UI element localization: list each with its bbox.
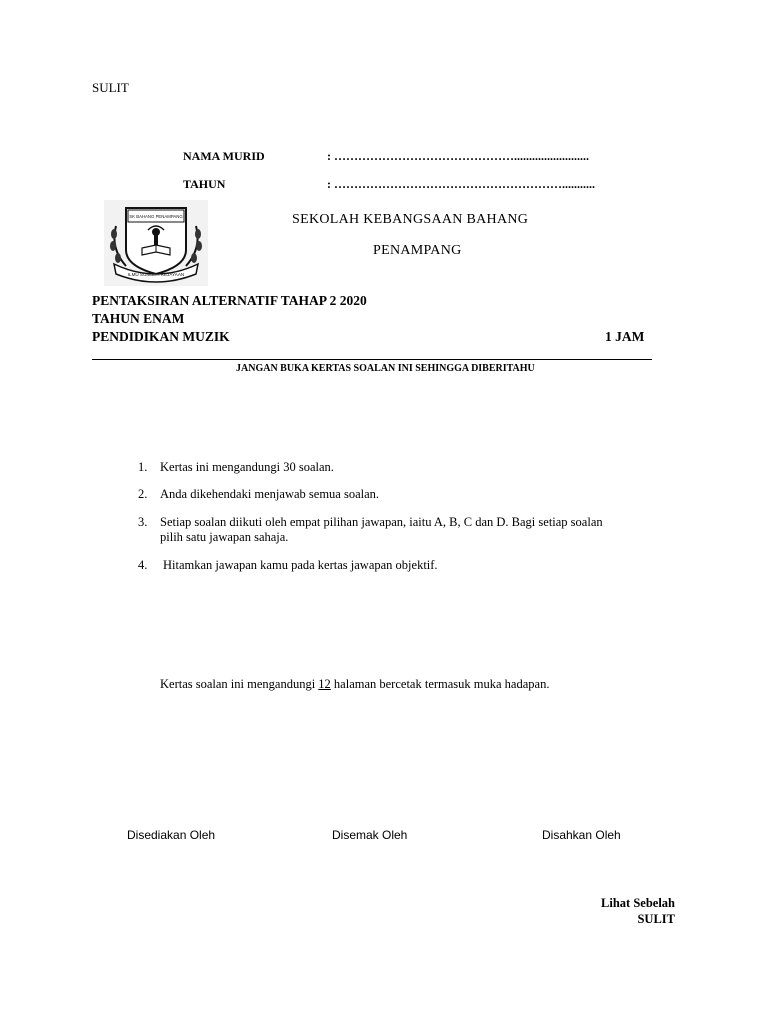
exam-subject: PENDIDIKAN MUZIK <box>92 329 230 344</box>
turn-over-note: Lihat Sebelah <box>601 896 675 910</box>
school-location: PENAMPANG <box>373 243 462 258</box>
page-count-note <box>160 677 549 692</box>
student-year-blank: : …………………………………………………........... <box>327 177 595 191</box>
instruction-number: 2. <box>138 487 148 501</box>
instruction-number: 3. <box>138 515 148 529</box>
exam-duration: 1 JAM <box>605 329 645 344</box>
instruction-text: Hitamkan jawapan kamu pada kertas jawapan objektif. <box>163 558 438 572</box>
exam-year: TAHUN ENAM <box>92 311 185 326</box>
school-name: SEKOLAH KEBANGSAAN BAHANG <box>292 212 529 227</box>
do-not-open-warning: JANGAN BUKA KERTAS SOALAN INI SEHINGGA DIBERITAHU <box>236 363 535 374</box>
page-count-note-before: Kertas soalan ini mengandungi <box>160 677 319 691</box>
instruction-text: Setiap soalan diikuti oleh empat pilihan jawapan, iaitu A, B, C dan D. Bagi setiap soalan <box>160 515 603 529</box>
classification-header: SULIT <box>92 80 129 95</box>
student-name-blank: : ………………………………………......................... <box>327 149 589 163</box>
classification-footer: SULIT <box>637 912 675 926</box>
page-count: 12 <box>318 677 331 691</box>
instruction-number: 1. <box>138 460 148 474</box>
svg-text:ILMU SUMBER KEJAYAAN: ILMU SUMBER KEJAYAAN <box>127 272 185 277</box>
page-count-note-after: halaman bercetak termasuk muka hadapan. <box>330 677 550 691</box>
instruction-text: Kertas ini mengandungi 30 soalan. <box>160 460 334 474</box>
exam-title: PENTAKSIRAN ALTERNATIF TAHAP 2 2020 <box>92 293 367 308</box>
instruction-text-continued: pilih satu jawapan sahaja. <box>160 530 289 544</box>
checked-by-label: Disemak Oleh <box>332 828 408 842</box>
header-divider <box>92 359 652 360</box>
student-name-label: NAMA MURID <box>183 149 265 163</box>
prepared-by-label: Disediakan Oleh <box>127 828 216 842</box>
instruction-number: 4. <box>138 558 148 572</box>
student-year-label: TAHUN <box>183 177 226 191</box>
svg-text:SK BAHANG PENAMPANG: SK BAHANG PENAMPANG <box>129 214 183 219</box>
instruction-text: Anda dikehendaki menjawab semua soalan. <box>160 487 380 501</box>
approved-by-label: Disahkan Oleh <box>542 828 621 842</box>
school-crest-logo <box>104 200 208 286</box>
